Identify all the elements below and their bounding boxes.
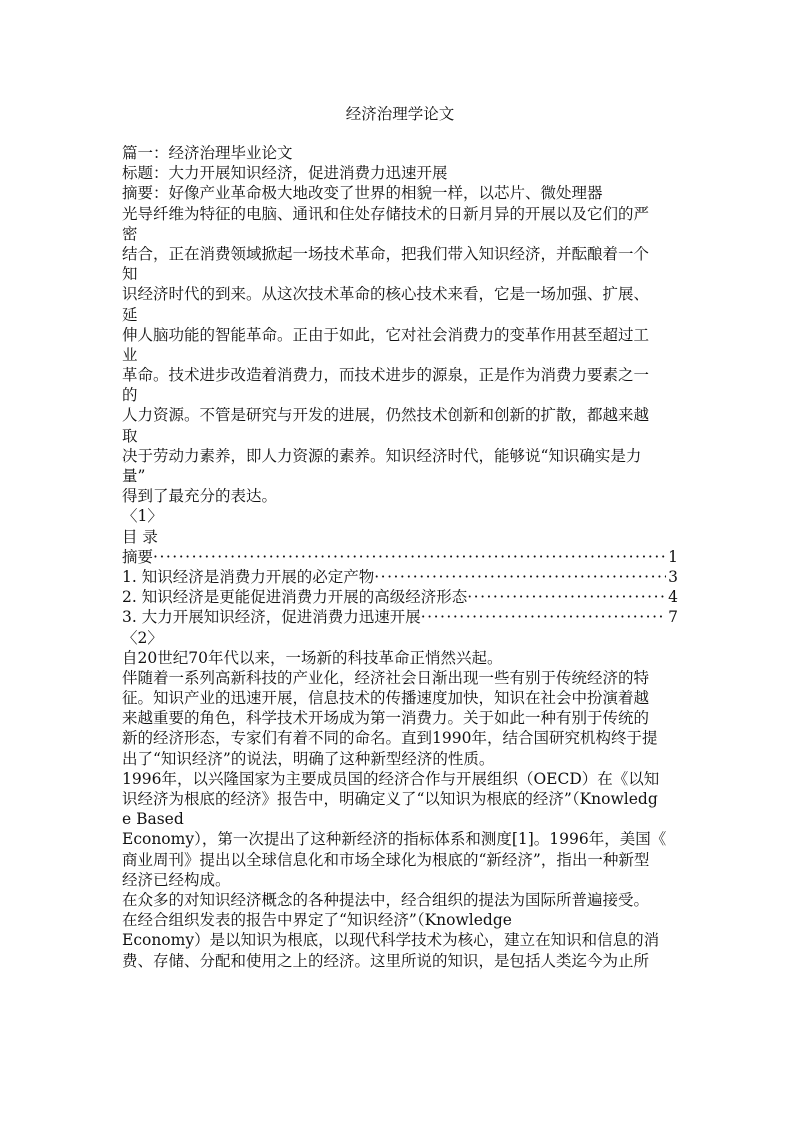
toc-entry-page: 4 (668, 588, 678, 607)
abstract-line: 业 (122, 345, 138, 364)
paragraph-b (122, 769, 678, 890)
paper-title-line: 标题：大力开展知识经济，促进消费力迅速开展 (122, 164, 448, 183)
toc-leader-dots (153, 547, 666, 567)
abstract-line: 得到了最充分的表达。 (122, 487, 278, 506)
section-label: 篇一：经济治理毕业论文 (122, 144, 293, 162)
toc-entry-label: 2. 知识经济是更能促进消费力开展的高级经济形态 (122, 588, 468, 607)
toc-leader-dots (421, 607, 666, 627)
abstract-line: 人力资源。不管是研究与开发的进展，仍然技术创新和创新的扩散，都越来越 (122, 406, 650, 425)
toc-entry-page: 7 (668, 608, 678, 627)
paragraph-line: 1996年，以兴隆国家为主要成员国的经济合作与开展组织（OECD）在《以知 (122, 769, 660, 788)
abstract-line: 伸人脑功能的智能革命。正由于如此，它对社会消费力的变革作用甚至超过工 (122, 325, 650, 344)
abstract-line: 决于劳动力素养，即人力资源的素养。知识经济时代，能够说“知识确实是力 (122, 446, 642, 465)
abstract-line: 取 (122, 426, 138, 445)
toc-entry-page: 1 (668, 547, 678, 566)
intro-line: 自20世纪70年代以来，一场新的科技革命正悄然兴起。 (122, 648, 503, 667)
abstract-block (122, 183, 678, 506)
paragraph-a (122, 668, 678, 769)
page-marker: 〈2〉 (122, 628, 163, 647)
paragraph-line: 经济已经构成。 (122, 870, 231, 889)
abstract-line: 量” (122, 467, 146, 485)
abstract-line: 知 (122, 265, 138, 284)
paragraph-line: 伴随着一系列高新科技的产业化，经济社会日渐出现一些有别于传统经济的特 (122, 668, 650, 687)
page-marker: 〈1〉 (122, 507, 163, 526)
paragraph-line: 来越重要的角色，科学技术开场成为第一消费力。关于如此一种有别于传统的 (122, 709, 650, 728)
toc-leader-dots (374, 567, 666, 587)
paragraph-line: Economy）是以知识为根底，以现代科学技术为核心，建立在知识和信息的消 (122, 931, 660, 950)
abstract-line: 识经济时代的到来。从这次技术革命的核心技术来看，它是一场加强、扩展、 (122, 285, 650, 304)
paragraph-line: e Based (122, 810, 184, 829)
toc-leader-dots (467, 587, 666, 607)
toc-entry[interactable] (122, 547, 678, 567)
toc-entry-label: 摘要 (122, 547, 154, 566)
paragraph-line: 在经合组织发表的报告中界定了“知识经济”（Knowledge (122, 911, 512, 930)
abstract-line: 密 (122, 224, 138, 243)
paragraph-line: Economy），第一次提出了这种新经济的指标体系和测度[1]。1996年，美国《 (122, 830, 667, 849)
table-of-contents (122, 547, 678, 628)
paragraph-line: 费、存储、分配和使用之上的经济。这里所说的知识，是包括人类迄今为止所 (122, 951, 650, 970)
document-title: 经济治理学论文 (345, 105, 455, 123)
paragraph-line: 新的经济形态，专家们有着不同的命名。直到1990年，结合国研究机构终于提 (122, 729, 658, 748)
toc-entry[interactable] (122, 607, 678, 627)
abstract-line: 光导纤维为特征的电脑、通讯和住处存储技术的日新月异的开展以及它们的严 (122, 204, 650, 223)
document-body (122, 143, 678, 971)
paragraph-line: 商业周刊》提出以全球信息化和市场全球化为根底的“新经济”，指出一种新型 (122, 850, 650, 869)
paragraph-line: 识经济为根底的经济》报告中，明确定义了“以知识为根底的经济”（Knowledg (122, 790, 658, 808)
paragraph-c (122, 890, 678, 971)
paragraph-line: 出了“知识经济”的说法，明确了这种新型经济的性质。 (122, 749, 495, 768)
toc-entry-label: 3. 大力开展知识经济，促进消费力迅速开展 (122, 608, 421, 627)
abstract-line: 结合，正在消费领域掀起一场技术革命，把我们带入知识经济，并酝酿着一个 (122, 244, 650, 263)
toc-entry[interactable] (122, 567, 678, 587)
paragraph-line: 在众多的对知识经济概念的各种提法中，经合组织的提法为国际所普遍接受。 (122, 890, 650, 909)
toc-entry[interactable] (122, 587, 678, 607)
paragraph-line: 征。知识产业的迅速开展，信息技术的传播速度加快，知识在社会中扮演着越 (122, 689, 650, 708)
toc-heading: 目 录 (122, 527, 158, 546)
abstract-line: 摘要：好像产业革命极大地改变了世界的相貌一样，以芯片、微处理器 (122, 184, 603, 203)
toc-entry-label: 1. 知识经济是消费力开展的必定产物 (122, 567, 375, 586)
abstract-line: 延 (122, 305, 138, 324)
abstract-line: 革命。技术进步改造着消费力，而技术进步的源泉，正是作为消费力要素之一 (122, 366, 650, 385)
abstract-line: 的 (122, 386, 138, 405)
toc-entry-page: 3 (668, 567, 678, 586)
